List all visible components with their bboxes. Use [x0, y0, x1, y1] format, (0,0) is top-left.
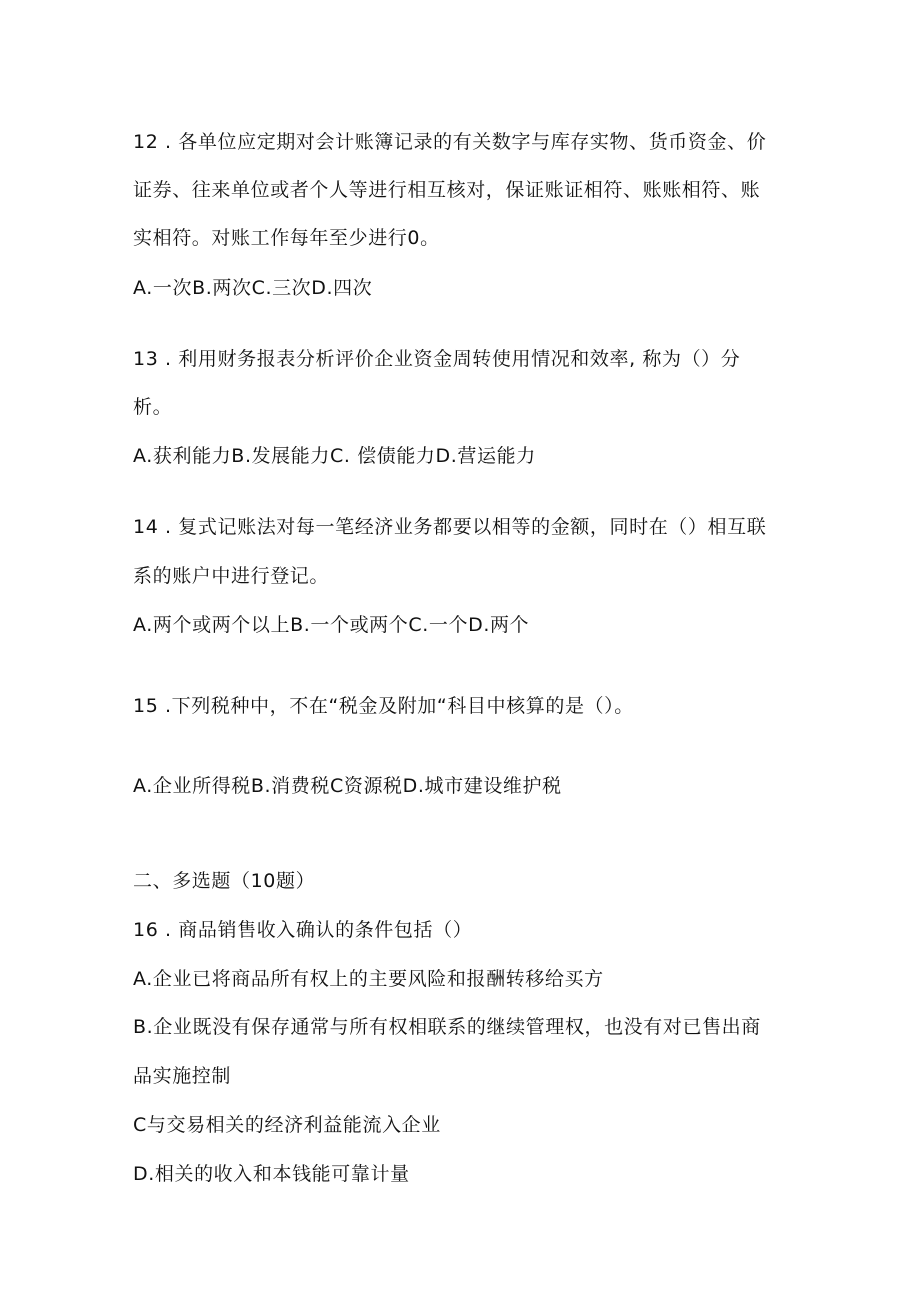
question-16-option-c: C与交易相关的经济利益能流入企业 [133, 1114, 441, 1136]
question-14-line-1: 14 . 复式记账法对每一笔经济业务都要以相等的金额，同时在（）相互联 [133, 516, 767, 538]
question-12-line-2: 证券、往来单位或者个人等进行相互核对，保证账证相符、账账相符、账 [133, 179, 761, 201]
question-14-line-2: 系的账户中进行登记。 [133, 565, 330, 587]
section-heading: 二、多选题（10题） [133, 870, 316, 892]
question-13-line-2: 析。 [133, 396, 173, 418]
question-16-option-d: D.相关的收入和本钱能可靠计量 [133, 1163, 410, 1185]
question-15-line-1: 15 .下列税种中，不在“税金及附加“科目中核算的是（）。 [133, 695, 634, 717]
question-16-line-1: 16 . 商品销售收入确认的条件包括（） [133, 919, 473, 941]
question-12-line-3: 实相符。对账工作每年至少进行0。 [133, 227, 440, 249]
question-15-options: A.企业所得税B.消费税C资源税D.城市建设维护税 [133, 775, 562, 797]
question-13-line-1: 13 . 利用财务报表分析评价企业资金周转使用情况和效率, 称为（）分 [133, 348, 741, 370]
question-16-option-b-cont: 品实施控制 [133, 1065, 232, 1087]
question-14-options: A.两个或两个以上B.一个或两个C.一个D.两个 [133, 614, 530, 636]
question-12-options: A.一次B.两次C.三次D.四次 [133, 277, 373, 299]
question-13-options: A.获利能力B.发展能力C. 偿债能力D.营运能力 [133, 445, 536, 467]
question-16-option-b: B.企业既没有保存通常与所有权相联系的继续管理权，也没有对已售出商 [133, 1016, 761, 1038]
question-12-line-1: 12 . 各单位应定期对会计账簿记录的有关数字与库存实物、货币资金、价 [133, 131, 767, 153]
question-16-option-a: A.企业已将商品所有权上的主要风险和报酬转移给买方 [133, 968, 604, 990]
